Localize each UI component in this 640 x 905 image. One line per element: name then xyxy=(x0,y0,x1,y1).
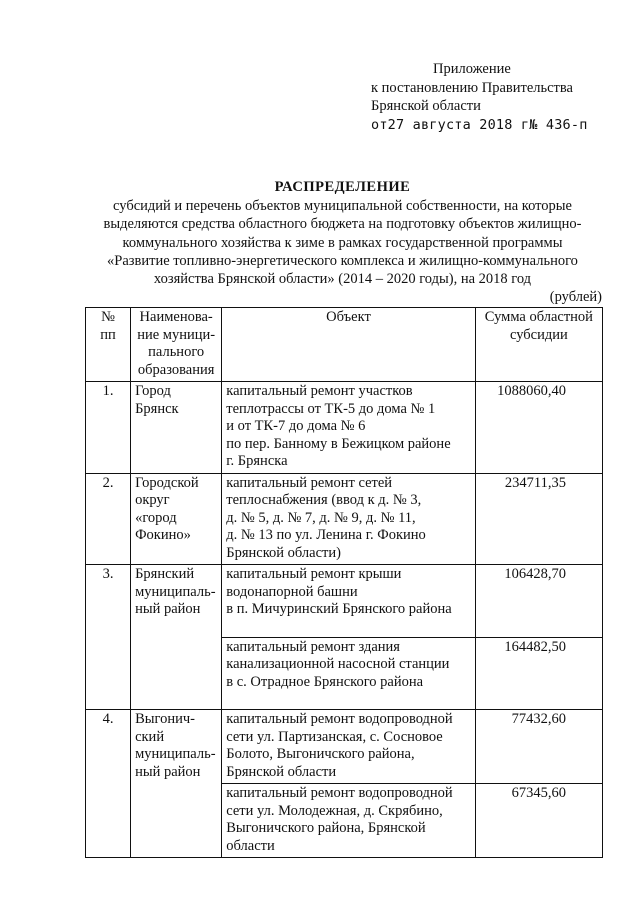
header-municipality-line: Наименова- xyxy=(139,309,213,325)
sum-cell: 164482,50 xyxy=(475,637,602,710)
title-heading: РАСПРЕДЕЛЕНИЕ xyxy=(274,179,411,195)
municipality-line: округ xyxy=(135,492,170,508)
municipality-line: Город xyxy=(135,383,171,399)
title-line: «Развитие топливно-энергетического комплекса и жилищно-коммунального xyxy=(107,252,578,269)
table-header-row xyxy=(86,308,603,382)
object-line: Болото, Выгоничского района, xyxy=(226,746,415,762)
municipality-cell xyxy=(131,565,222,710)
object-spacer xyxy=(226,691,470,707)
object-line: сети ул. Партизанская, с. Сосновое xyxy=(226,728,443,745)
header-municipality-line: ние муници- xyxy=(137,326,216,343)
object-line: д. № 5, д. № 7, д. № 9, д. № 11, xyxy=(226,509,416,526)
object-cell xyxy=(222,784,475,858)
title-line: субсидий и перечень объектов муниципальной собственности, на которые xyxy=(113,198,572,215)
header-number-line: № xyxy=(101,309,115,325)
municipality-line: ский xyxy=(135,728,165,745)
header-object-line: Объект xyxy=(326,309,371,325)
title-line: коммунального хозяйства к зиме в рамках государственной программы xyxy=(122,234,563,251)
table-row xyxy=(86,473,603,565)
municipality-line: ный район xyxy=(135,601,201,617)
object-line: капитальный ремонт участков xyxy=(226,383,413,399)
object-line: капитальный ремонт сетей xyxy=(226,474,393,491)
sum-cell: 1088060,40 xyxy=(475,382,602,474)
sum-cell: 67345,60 xyxy=(475,784,602,858)
units-label: (рублей) xyxy=(549,289,602,305)
object-line: теплотрассы от ТК-5 до дома № 1 xyxy=(226,400,436,417)
row-number: 2. xyxy=(86,473,131,565)
municipality-cell xyxy=(131,473,222,565)
row-number: 1. xyxy=(86,382,131,474)
municipality-cell xyxy=(131,382,222,474)
object-line: Брянской области xyxy=(226,763,337,780)
table-row xyxy=(86,710,603,784)
header-municipality xyxy=(131,308,222,382)
object-line: области xyxy=(226,837,275,854)
object-line: капитальный ремонт водопроводной xyxy=(226,711,453,727)
row-number: 3. xyxy=(86,565,131,710)
sum-cell: 234711,35 xyxy=(475,473,602,565)
municipality-line: «город xyxy=(135,509,177,526)
municipality-line: Городской xyxy=(135,474,199,491)
header-municipality-line: образования xyxy=(137,361,215,378)
appendix-line-resolution: к постановлению Правительства xyxy=(371,79,573,96)
header-number-line: пп xyxy=(100,326,116,343)
header-sum-line: Сумма областной xyxy=(484,309,593,325)
municipality-cell xyxy=(131,710,222,858)
object-line: Брянской области) xyxy=(226,544,341,561)
header-object xyxy=(222,308,475,382)
sum-cell: 77432,60 xyxy=(475,710,602,784)
appendix-title: Приложение xyxy=(433,61,511,77)
object-line: и от ТК-7 до дома № 6 xyxy=(226,418,366,434)
sum-cell: 106428,70 xyxy=(475,565,602,638)
object-cell xyxy=(222,382,475,474)
municipality-line: Брянск xyxy=(135,400,179,417)
object-cell xyxy=(222,637,475,710)
municipality-line: Фокино» xyxy=(135,527,191,543)
header-sum-line: субсидии xyxy=(509,326,568,343)
row-number: 4. xyxy=(86,710,131,858)
object-line: капитальный ремонт крыши xyxy=(226,566,402,582)
object-cell xyxy=(222,565,475,638)
object-line: сети ул. Молодежная, д. Скрябино, xyxy=(226,802,443,819)
object-line: капитальный ремонт водопроводной xyxy=(226,785,453,801)
table-row xyxy=(86,565,603,638)
title-line: хозяйства Брянской области» (2014 – 2020 годы), на 2018 год xyxy=(153,271,532,288)
object-line: Выгоничского района, Брянской xyxy=(226,820,426,836)
title-line: выделяются средства областного бюджета на подготовку объектов жилищно- xyxy=(103,216,582,233)
municipality-line: муниципаль- xyxy=(135,746,216,762)
municipality-line: ный район xyxy=(135,763,201,780)
object-line: г. Брянска xyxy=(226,453,288,469)
object-spacer xyxy=(226,619,470,635)
document-title xyxy=(75,178,610,288)
object-line: по пер. Банному в Бежицком районе xyxy=(226,435,451,452)
municipality-line: Брянский xyxy=(135,566,195,582)
table-row xyxy=(86,382,603,474)
appendix-line-region: Брянской области xyxy=(371,98,481,114)
object-line: канализационной насосной станции xyxy=(226,656,450,672)
object-line: теплоснабжения (ввод к д. № 3, xyxy=(226,492,422,508)
object-line: водонапорной башни xyxy=(226,583,358,600)
appendix-date-number: от27 августа 2018 г№ 436-п xyxy=(371,116,588,133)
appendix-block xyxy=(371,60,631,134)
object-cell xyxy=(222,710,475,784)
header-number xyxy=(86,308,131,382)
object-line: д. № 13 по ул. Ленина г. Фокино xyxy=(226,527,426,543)
municipality-line: Выгонич- xyxy=(135,711,195,727)
municipality-line: муниципаль- xyxy=(135,583,216,600)
header-municipality-line: пального xyxy=(148,344,205,360)
allocation-table xyxy=(85,307,603,858)
object-cell xyxy=(222,473,475,565)
object-line: в п. Мичуринский Брянского района xyxy=(226,601,452,617)
object-line: капитальный ремонт здания xyxy=(226,638,400,655)
header-sum xyxy=(475,308,602,382)
object-line: в с. Отрадное Брянского района xyxy=(226,673,424,690)
